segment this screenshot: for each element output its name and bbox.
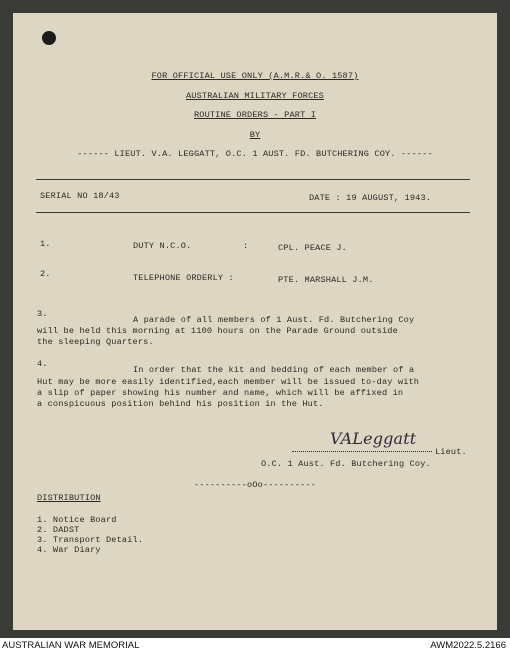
distribution-item: 2. DADST [37,525,80,535]
order-2-value: PTE. MARSHALL J.M. [278,275,374,285]
signature-title: O.C. 1 Aust. Fd. Butchering Coy. [261,459,431,469]
order-2-number: 2. [40,269,51,279]
header-by: BY [249,130,261,140]
rule-bottom [36,212,470,213]
para-4-number: 4. [37,359,48,369]
handwritten-signature: VALeggatt [330,429,417,448]
archive-footer [0,640,510,653]
section-divider: ----------oOo---------- [193,480,317,490]
header-officer: ------ LIEUT. V.A. LEGGATT, O.C. 1 AUST. FD. BUTCHERING COY. ------ [77,149,433,159]
order-1-number: 1. [40,239,51,249]
punch-hole [42,31,56,45]
header-routine-orders: ROUTINE ORDERS - PART I [193,110,317,120]
para-4-line-2: Hut may be more easily identified,each member will be issued to-day with [37,377,420,387]
header-forces: AUSTRALIAN MILITARY FORCES [186,91,324,101]
distribution-heading: DISTRIBUTION [37,493,101,503]
distribution-item: 4. War Diary [37,545,101,555]
order-2-label: TELEPHONE ORDERLY : [133,273,234,283]
para-3-number: 3. [37,309,48,319]
para-4-line-1: In order that the kit and bedding of each member of a [133,365,415,375]
footer-accession-number: AWM2022.5.2166 [430,640,506,651]
distribution-item: 1. Notice Board [37,515,117,525]
signature-rank: Lieut. [435,447,467,457]
document-page [13,13,497,630]
rule-top [36,179,470,180]
para-3-line-1: A parade of all members of 1 Aust. Fd. Butchering Coy [133,315,415,325]
para-3-line-3: the sleeping Quarters. [37,337,154,347]
footer-institution: AUSTRALIAN WAR MEMORIAL [2,640,140,651]
header-official-use: FOR OFFICIAL USE ONLY (A.M.R.& O. 1587) [151,71,359,81]
signature-line [292,451,432,452]
para-4-line-3: a slip of paper showing his number and name, which will be affixed in [37,388,404,398]
serial-number: SERIAL NO 18/43 [40,191,120,201]
para-3-line-2: will be held this morning at 1100 hours on the Parade Ground outside [37,326,398,336]
order-1-sep: : [243,241,249,251]
order-1-value: CPL. PEACE J. [278,243,347,253]
order-date: DATE : 19 AUGUST, 1943. [309,193,432,203]
order-1-label: DUTY N.C.O. [133,241,192,251]
para-4-line-4: a conspicuous position behind his position in the Hut. [37,399,324,409]
distribution-item: 3. Transport Detail. [37,535,144,545]
